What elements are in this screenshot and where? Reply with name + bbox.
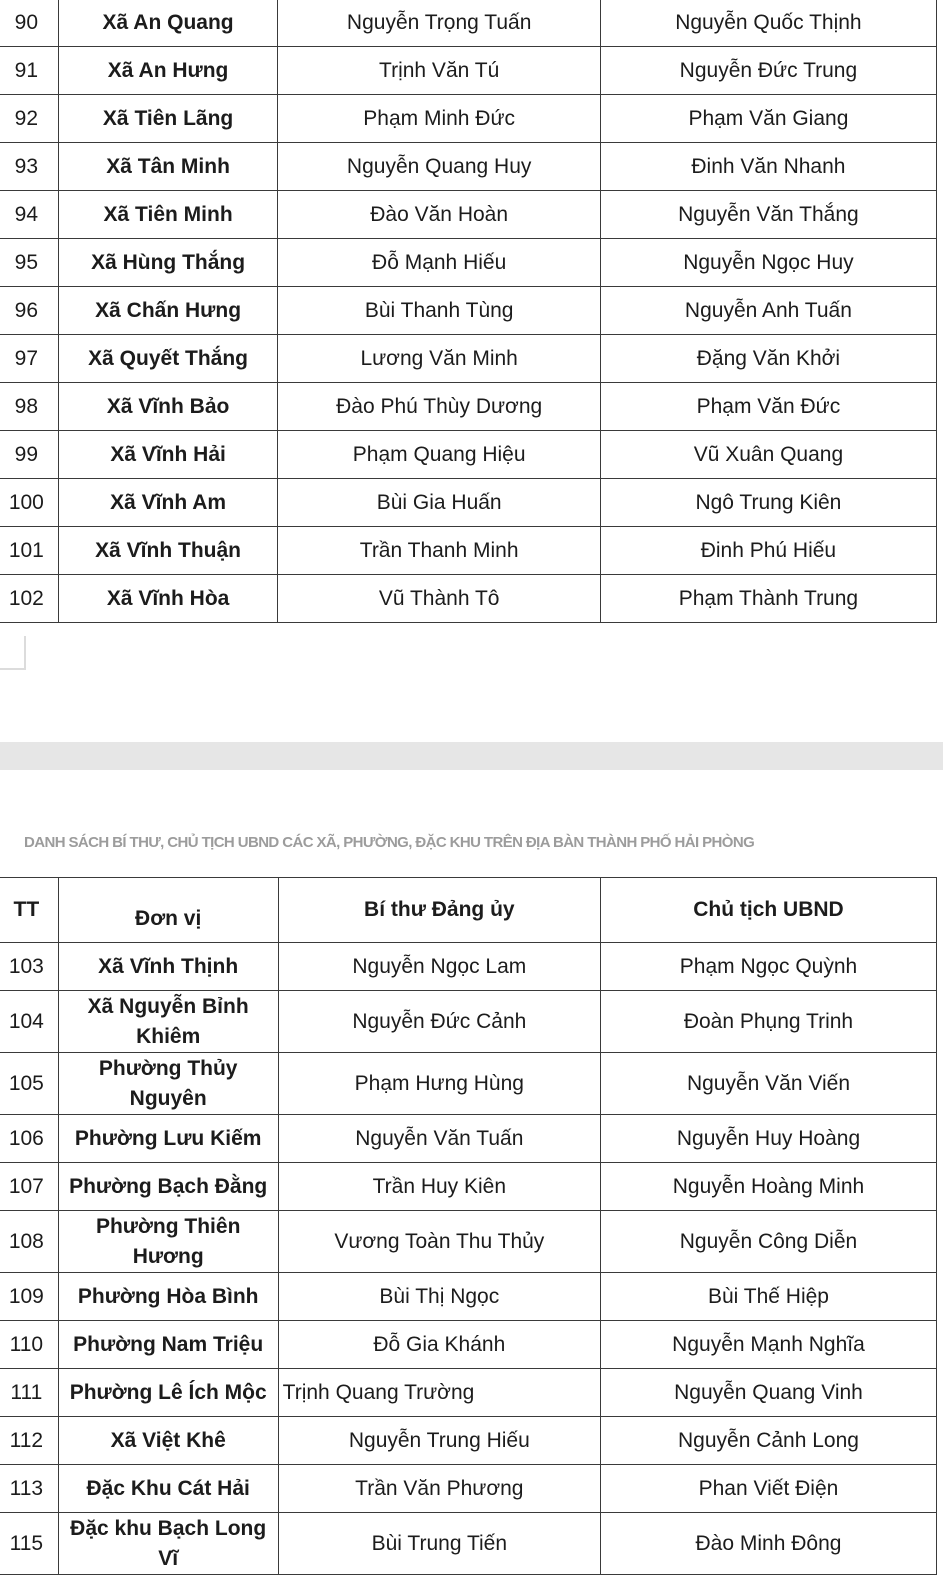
- party-secretary: Đào Văn Hoàn: [278, 191, 600, 239]
- row-number: 99: [0, 431, 58, 479]
- header-unit: [58, 878, 278, 943]
- committee-chairman: Nguyễn Ngọc Huy: [600, 239, 936, 287]
- row-number: 90: [0, 0, 58, 47]
- officials-table-part-2: [0, 877, 937, 1575]
- table-row: [0, 1417, 937, 1465]
- page-separator: [0, 742, 943, 770]
- committee-chairman: Nguyễn Văn Thắng: [600, 191, 936, 239]
- party-secretary: Nguyễn Quang Huy: [278, 143, 600, 191]
- table-row: [0, 527, 937, 575]
- header-secretary: Bí thư Đảng ủy: [278, 878, 600, 943]
- unit-name: Xã Vĩnh Bảo: [58, 383, 278, 431]
- committee-chairman: Bùi Thế Hiệp: [600, 1273, 936, 1321]
- committee-chairman: Nguyễn Mạnh Nghĩa: [600, 1321, 936, 1369]
- row-number: 101: [0, 527, 58, 575]
- row-number: 98: [0, 383, 58, 431]
- committee-chairman: Đào Minh Đông: [600, 1513, 936, 1575]
- unit-name: Đặc khu Bạch Long Vĩ: [58, 1513, 278, 1575]
- committee-chairman: Đặng Văn Khởi: [600, 335, 936, 383]
- row-number: 92: [0, 95, 58, 143]
- committee-chairman: Nguyễn Văn Viến: [600, 1053, 936, 1115]
- unit-name: Xã Tân Minh: [58, 143, 278, 191]
- header-tt: TT: [0, 878, 58, 943]
- committee-chairman: Ngô Trung Kiên: [600, 479, 936, 527]
- row-number: 105: [0, 1053, 58, 1115]
- table-row: [0, 943, 937, 991]
- table-row: [0, 1513, 937, 1575]
- table-row: [0, 143, 937, 191]
- table-row: [0, 287, 937, 335]
- party-secretary: Phạm Quang Hiệu: [278, 431, 600, 479]
- table-row: [0, 991, 937, 1053]
- row-number: 109: [0, 1273, 58, 1321]
- party-secretary: Bùi Thanh Tùng: [278, 287, 600, 335]
- committee-chairman: Vũ Xuân Quang: [600, 431, 936, 479]
- table-row: [0, 1163, 937, 1211]
- unit-name: Xã Vĩnh Thuận: [58, 527, 278, 575]
- unit-name: Xã Vĩnh Thịnh: [58, 943, 278, 991]
- table-row: [0, 1273, 937, 1321]
- row-number: 91: [0, 47, 58, 95]
- unit-name: Xã Vĩnh Am: [58, 479, 278, 527]
- row-number: 113: [0, 1465, 58, 1513]
- table-header-row: [0, 878, 937, 943]
- unit-name: Đặc Khu Cát Hải: [58, 1465, 278, 1513]
- committee-chairman: Đinh Văn Nhanh: [600, 143, 936, 191]
- row-number: 111: [0, 1369, 58, 1417]
- party-secretary: Bùi Trung Tiến: [278, 1513, 600, 1575]
- party-secretary: Bùi Gia Huấn: [278, 479, 600, 527]
- party-secretary: Trịnh Quang Trường: [278, 1369, 600, 1417]
- party-secretary: Nguyễn Trung Hiếu: [278, 1417, 600, 1465]
- row-number: 102: [0, 575, 58, 623]
- unit-name: Phường Thủy Nguyên: [58, 1053, 278, 1115]
- row-number: 112: [0, 1417, 58, 1465]
- officials-table-part-1: [0, 0, 937, 623]
- party-secretary: Nguyễn Ngọc Lam: [278, 943, 600, 991]
- party-secretary: Đào Phú Thùy Dương: [278, 383, 600, 431]
- unit-name: Xã Nguyễn Bỉnh Khiêm: [58, 991, 278, 1053]
- unit-name: Xã An Hưng: [58, 47, 278, 95]
- unit-name: Xã Chấn Hưng: [58, 287, 278, 335]
- committee-chairman: Phạm Văn Giang: [600, 95, 936, 143]
- party-secretary: Phạm Hưng Hùng: [278, 1053, 600, 1115]
- unit-name: Xã Vĩnh Hải: [58, 431, 278, 479]
- committee-chairman: Nguyễn Huy Hoàng: [600, 1115, 936, 1163]
- party-secretary: Phạm Minh Đức: [278, 95, 600, 143]
- committee-chairman: Nguyễn Đức Trung: [600, 47, 936, 95]
- party-secretary: Nguyễn Trọng Tuấn: [278, 0, 600, 47]
- committee-chairman: Nguyễn Quốc Thịnh: [600, 0, 936, 47]
- committee-chairman: Đinh Phú Hiếu: [600, 527, 936, 575]
- party-secretary: Vương Toàn Thu Thủy: [278, 1211, 600, 1273]
- table-row: [0, 335, 937, 383]
- unit-name: Phường Lưu Kiếm: [58, 1115, 278, 1163]
- table-row: [0, 95, 937, 143]
- row-number: 93: [0, 143, 58, 191]
- party-secretary: Đỗ Gia Khánh: [278, 1321, 600, 1369]
- row-number: 100: [0, 479, 58, 527]
- committee-chairman: Phạm Ngọc Quỳnh: [600, 943, 936, 991]
- committee-chairman: Phạm Thành Trung: [600, 575, 936, 623]
- unit-name: Phường Bạch Đằng: [58, 1163, 278, 1211]
- row-number: 106: [0, 1115, 58, 1163]
- party-secretary: Đỗ Mạnh Hiếu: [278, 239, 600, 287]
- table-row: [0, 239, 937, 287]
- unit-name: Phường Thiên Hương: [58, 1211, 278, 1273]
- party-secretary: Nguyễn Đức Cảnh: [278, 991, 600, 1053]
- table-row: [0, 1321, 937, 1369]
- row-number: 97: [0, 335, 58, 383]
- committee-chairman: Đoàn Phụng Trinh: [600, 991, 936, 1053]
- party-secretary: Trần Văn Phương: [278, 1465, 600, 1513]
- row-number: 94: [0, 191, 58, 239]
- unit-name: Phường Lê Ích Mộc: [58, 1369, 278, 1417]
- table-row: [0, 1465, 937, 1513]
- unit-name: Xã Tiên Lãng: [58, 95, 278, 143]
- party-secretary: Trịnh Văn Tú: [278, 47, 600, 95]
- table-row: [0, 1211, 937, 1273]
- table-row: [0, 0, 937, 47]
- committee-chairman: Nguyễn Anh Tuấn: [600, 287, 936, 335]
- committee-chairman: Nguyễn Hoàng Minh: [600, 1163, 936, 1211]
- unit-name: Xã Vĩnh Hòa: [58, 575, 278, 623]
- unit-name: Xã Tiên Minh: [58, 191, 278, 239]
- table-row: [0, 47, 937, 95]
- header-unit-label: Đơn vị: [135, 907, 202, 930]
- table-row: [0, 383, 937, 431]
- table-row: [0, 1369, 937, 1417]
- table-row: [0, 1115, 937, 1163]
- committee-chairman: Nguyễn Quang Vinh: [600, 1369, 936, 1417]
- row-number: 95: [0, 239, 58, 287]
- document-title: DANH SÁCH BÍ THƯ, CHỦ TỊCH UBND CÁC XÃ, PHƯỜNG, ĐẶC KHU TRÊN ĐỊA BÀN THÀNH PHỐ HẢI PHÒNG: [24, 834, 755, 851]
- row-number: 115: [0, 1513, 58, 1575]
- table-row: [0, 191, 937, 239]
- party-secretary: Trần Thanh Minh: [278, 527, 600, 575]
- committee-chairman: Nguyễn Công Diễn: [600, 1211, 936, 1273]
- row-number: 103: [0, 943, 58, 991]
- row-number: 104: [0, 991, 58, 1053]
- page-corner-mark: [0, 636, 26, 670]
- table-row: [0, 1053, 937, 1115]
- table-row: [0, 431, 937, 479]
- committee-chairman: Phan Viết Điện: [600, 1465, 936, 1513]
- unit-name: Xã Hùng Thắng: [58, 239, 278, 287]
- unit-name: Phường Nam Triệu: [58, 1321, 278, 1369]
- party-secretary: Lương Văn Minh: [278, 335, 600, 383]
- table-row: [0, 575, 937, 623]
- table-row: [0, 479, 937, 527]
- unit-name: Phường Hòa Bình: [58, 1273, 278, 1321]
- row-number: 110: [0, 1321, 58, 1369]
- committee-chairman: Phạm Văn Đức: [600, 383, 936, 431]
- committee-chairman: Nguyễn Cảnh Long: [600, 1417, 936, 1465]
- unit-name: Xã Việt Khê: [58, 1417, 278, 1465]
- unit-name: Xã An Quang: [58, 0, 278, 47]
- row-number: 96: [0, 287, 58, 335]
- party-secretary: Bùi Thị Ngọc: [278, 1273, 600, 1321]
- row-number: 107: [0, 1163, 58, 1211]
- unit-name: Xã Quyết Thắng: [58, 335, 278, 383]
- party-secretary: Vũ Thành Tô: [278, 575, 600, 623]
- party-secretary: Trần Huy Kiên: [278, 1163, 600, 1211]
- row-number: 108: [0, 1211, 58, 1273]
- header-chairman: Chủ tịch UBND: [600, 878, 936, 943]
- party-secretary: Nguyễn Văn Tuấn: [278, 1115, 600, 1163]
